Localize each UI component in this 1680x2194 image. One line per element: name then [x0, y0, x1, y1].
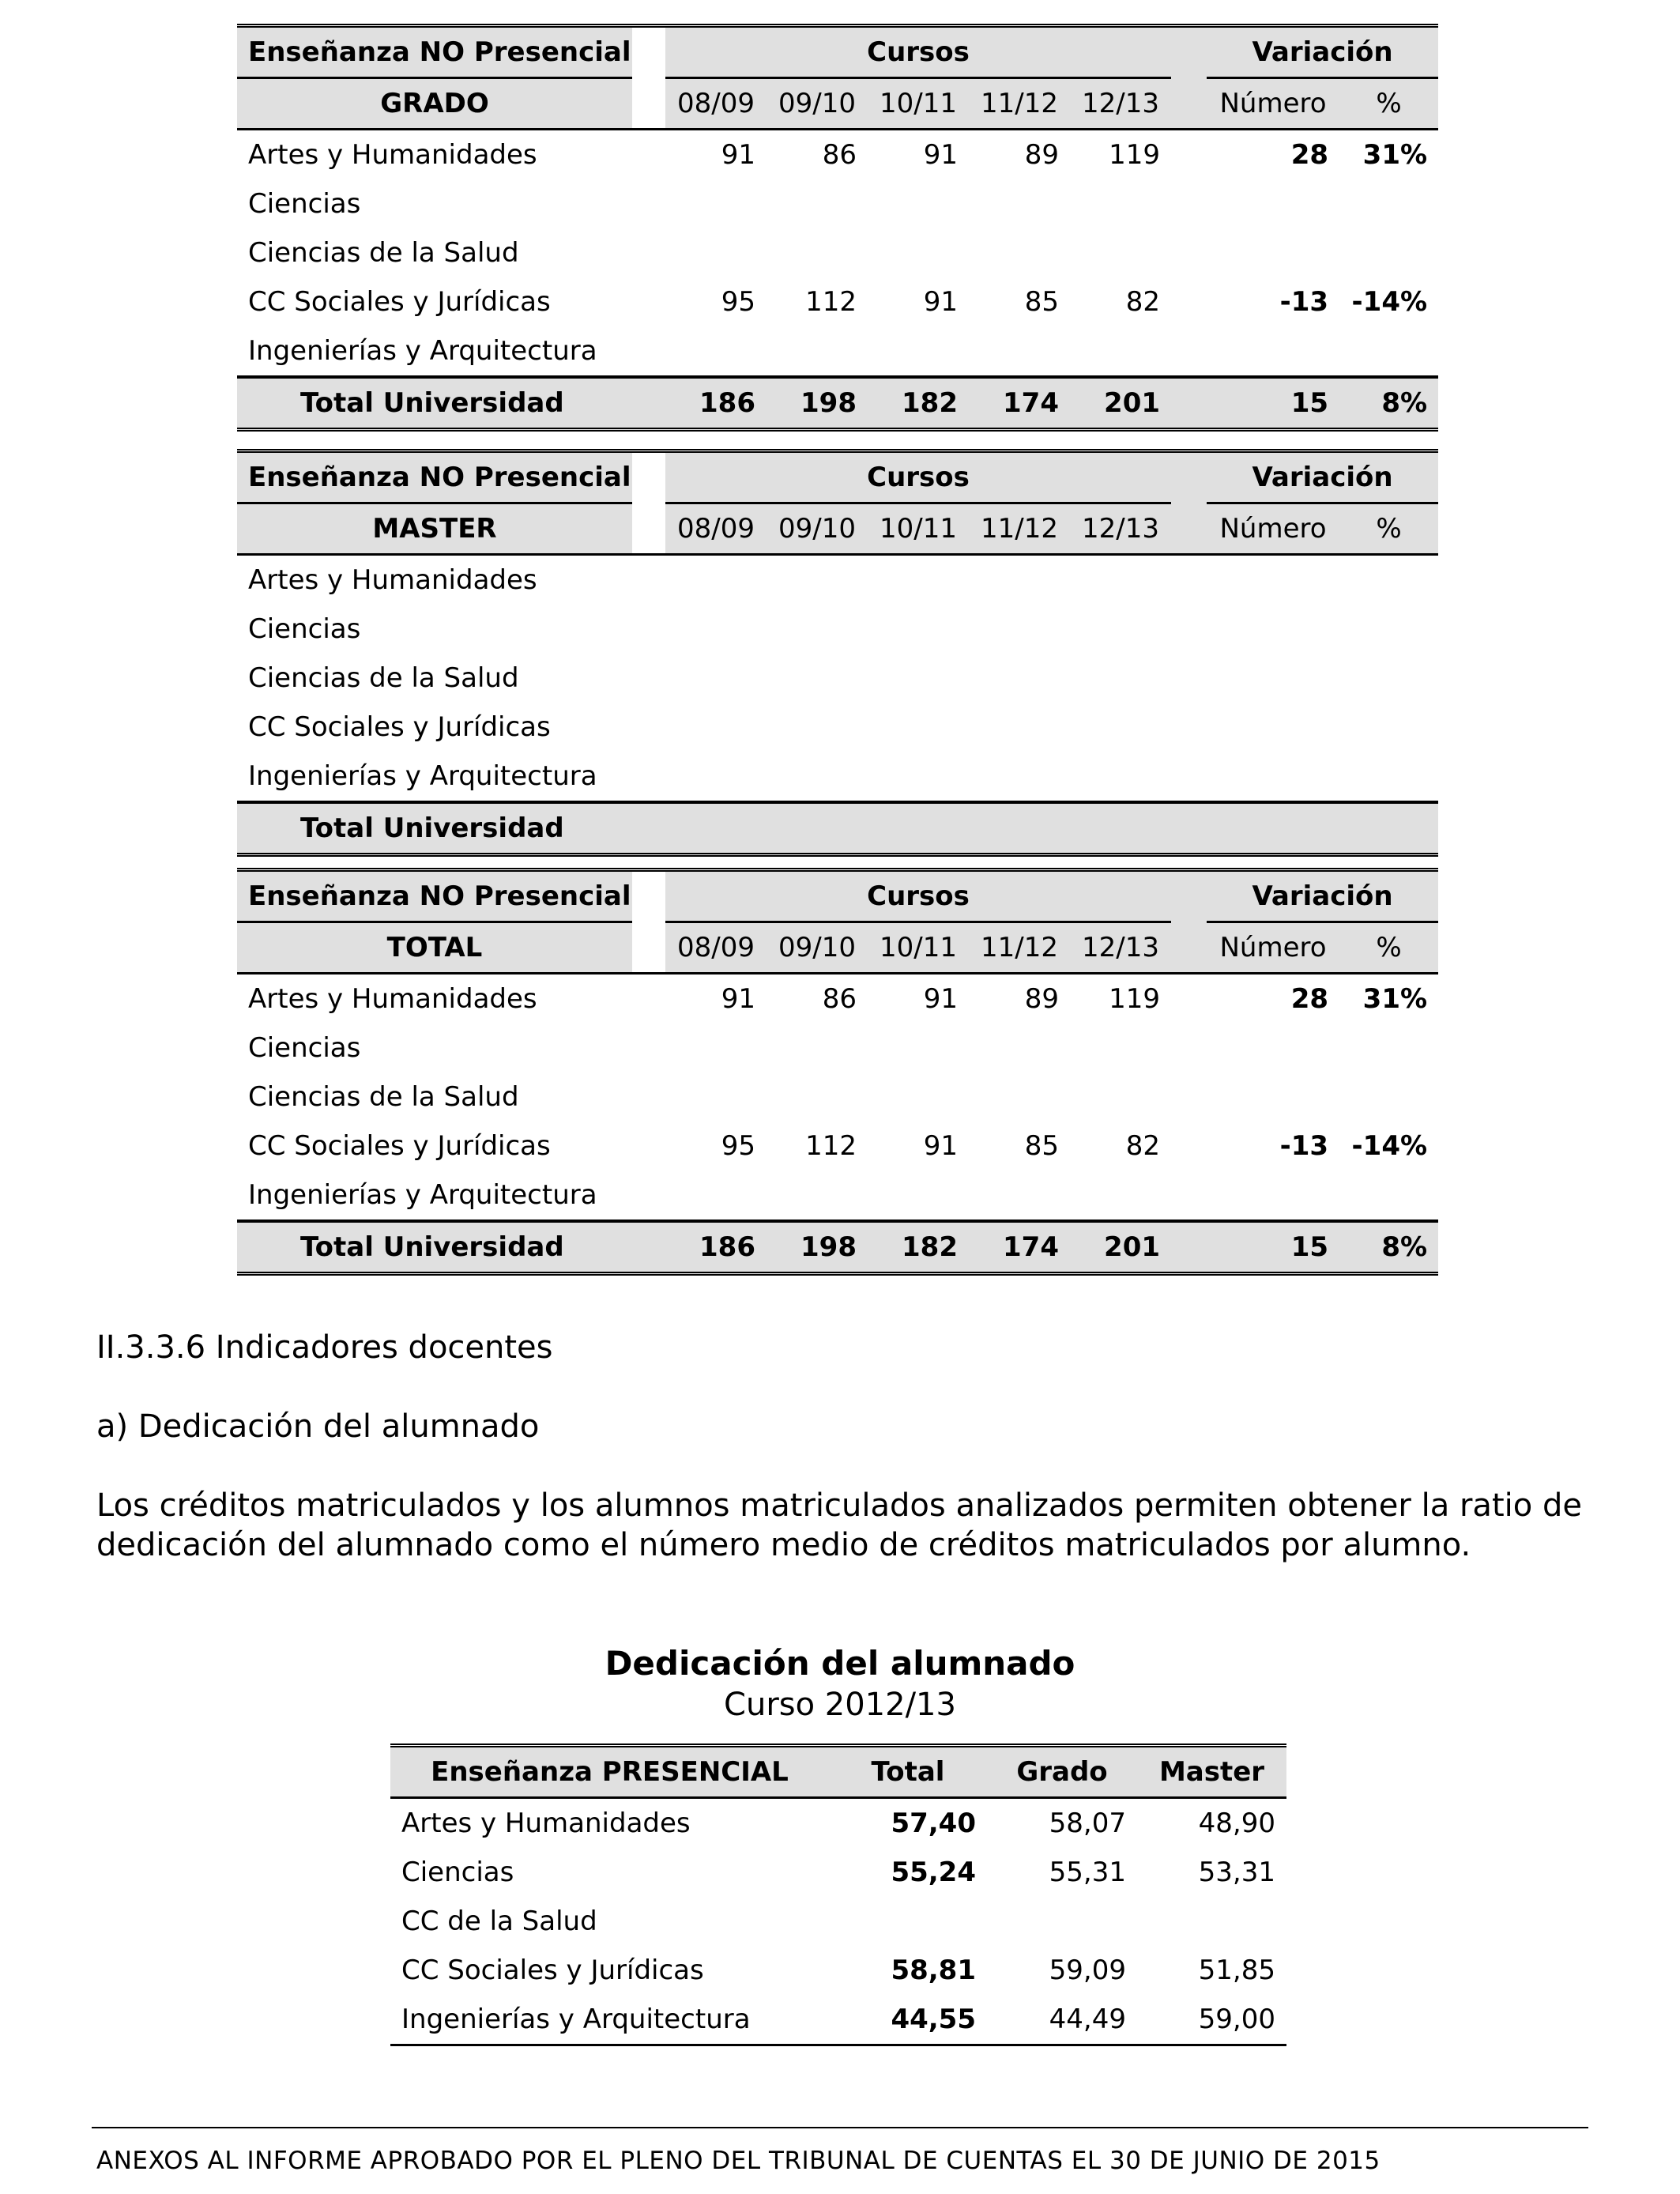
row-value — [1070, 179, 1171, 228]
table-header-row — [237, 26, 1438, 78]
row-value — [767, 1072, 868, 1122]
dedicacion-row-label: Ingenierías y Arquitectura — [401, 2004, 751, 2035]
row-variation-pct — [1339, 228, 1438, 277]
dedicacion-master — [1137, 1897, 1286, 1946]
grado-table — [237, 24, 1438, 432]
cursos-header: Cursos — [665, 26, 1171, 78]
table-row — [237, 555, 1438, 605]
cursos-header: Cursos — [665, 451, 1171, 503]
gap-cell — [632, 326, 665, 377]
table-row — [237, 974, 1438, 1024]
row-value: 95 — [721, 1130, 755, 1162]
year-header: 11/12 — [969, 78, 1070, 130]
row-label: Ciencias — [248, 613, 361, 645]
row-value — [767, 654, 868, 703]
row-value: 86 — [822, 139, 857, 171]
table-row — [237, 228, 1438, 277]
master-table — [237, 449, 1438, 857]
gap-cell — [632, 870, 665, 922]
row-value — [1070, 1171, 1171, 1221]
row-label: Ingenierías y Arquitectura — [248, 1179, 597, 1211]
dedicacion-total: 58,81 — [891, 1955, 976, 1986]
row-label: CC Sociales y Jurídicas — [248, 286, 551, 318]
table-row — [237, 326, 1438, 377]
gap-cell — [632, 179, 665, 228]
row-value — [868, 605, 969, 654]
row-value — [1070, 326, 1171, 377]
dedicacion-row-label: CC Sociales y Jurídicas — [401, 1955, 704, 1986]
pct-header: % — [1339, 922, 1438, 974]
table-title: Enseñanza NO Presencial — [237, 451, 632, 503]
col-ensenanza: Enseñanza PRESENCIAL — [390, 1746, 829, 1798]
row-variation-pct: -14% — [1351, 286, 1428, 318]
dedicacion-grado: 55,31 — [1049, 1857, 1126, 1888]
row-value — [969, 752, 1070, 802]
dedicacion-master: 53,31 — [1198, 1857, 1275, 1888]
row-value: 91 — [923, 286, 958, 318]
row-label: CC Sociales y Jurídicas — [248, 711, 551, 743]
gap-cell — [1171, 703, 1207, 752]
row-value — [1070, 752, 1171, 802]
total-variation-pct — [1339, 802, 1438, 855]
row-value — [868, 555, 969, 605]
year-header: 10/11 — [868, 503, 969, 555]
year-header: 09/10 — [767, 503, 868, 555]
total-row — [237, 377, 1438, 430]
table-row — [237, 277, 1438, 326]
gap-cell — [1171, 130, 1207, 180]
row-value — [969, 1171, 1070, 1221]
gap-cell — [1171, 78, 1207, 130]
row-label: Artes y Humanidades — [248, 139, 537, 171]
table-title: Enseñanza NO Presencial — [237, 870, 632, 922]
row-value — [1070, 605, 1171, 654]
total-label: Total Universidad — [237, 377, 632, 430]
row-label: Ciencias — [248, 188, 361, 220]
total-row — [237, 1221, 1438, 1274]
gap-cell — [632, 1072, 665, 1122]
dedicacion-row — [390, 1946, 1286, 1995]
year-header: 09/10 — [767, 78, 868, 130]
gap-cell — [1171, 451, 1207, 503]
row-variation-number — [1207, 1072, 1339, 1122]
gap-cell — [632, 451, 665, 503]
table-row — [237, 605, 1438, 654]
total-label: Total Universidad — [237, 802, 632, 855]
row-value — [868, 1072, 969, 1122]
row-value — [767, 555, 868, 605]
gap-cell — [1171, 605, 1207, 654]
year-header: 12/13 — [1070, 78, 1171, 130]
footer-text: ANEXOS AL INFORME APROBADO POR EL PLENO DEL TRIBUNAL DE CUENTAS EL 30 DE JUNIO DE 2015 — [96, 2147, 1381, 2175]
gap-cell — [1171, 1122, 1207, 1171]
dedicacion-title: Dedicación del alumnado — [605, 1644, 1075, 1683]
row-value: 91 — [923, 1130, 958, 1162]
dedicacion-grado: 59,09 — [1049, 1955, 1126, 1986]
row-value — [868, 1023, 969, 1072]
group-label: GRADO — [237, 78, 632, 130]
col-total: Total — [829, 1746, 987, 1798]
row-value — [665, 605, 767, 654]
gap-cell — [1171, 277, 1207, 326]
row-value — [969, 179, 1070, 228]
total-variation-number — [1207, 802, 1339, 855]
total-row — [237, 802, 1438, 855]
row-value — [665, 1072, 767, 1122]
row-value: 91 — [923, 983, 958, 1015]
row-value — [969, 228, 1070, 277]
dedicacion-header-row — [390, 1746, 1286, 1798]
total-value: 201 — [1070, 377, 1171, 430]
gap-cell — [632, 228, 665, 277]
row-variation-number: 28 — [1290, 983, 1329, 1015]
row-variation-number — [1207, 228, 1339, 277]
dedicacion-grado: 44,49 — [1049, 2004, 1126, 2035]
row-value — [665, 179, 767, 228]
row-value: 95 — [721, 286, 755, 318]
gap-cell — [1171, 179, 1207, 228]
row-value: 91 — [923, 139, 958, 171]
dedicacion-total: 44,55 — [891, 2004, 976, 2035]
row-label: Ciencias — [248, 1032, 361, 1064]
table-header-row — [237, 870, 1438, 922]
dedicacion-total: 57,40 — [891, 1808, 976, 1839]
table-row — [237, 130, 1438, 180]
gap-cell — [1171, 555, 1207, 605]
gap-cell — [1171, 377, 1207, 430]
row-variation-number — [1207, 326, 1339, 377]
total-table — [237, 868, 1438, 1276]
gap-cell — [632, 703, 665, 752]
row-value — [1070, 1023, 1171, 1072]
table-subheader-row — [237, 922, 1438, 974]
row-value — [665, 1171, 767, 1221]
gap-cell — [632, 605, 665, 654]
gap-cell — [1171, 922, 1207, 974]
gap-cell — [1171, 326, 1207, 377]
table-row — [237, 703, 1438, 752]
gap-cell — [632, 802, 665, 855]
row-value — [767, 326, 868, 377]
gap-cell — [632, 752, 665, 802]
total-value: 186 — [665, 377, 767, 430]
variacion-header: Variación — [1207, 26, 1438, 78]
footer-divider — [92, 2127, 1588, 2128]
table-row — [237, 1072, 1438, 1122]
row-variation-pct — [1339, 1171, 1438, 1221]
gap-cell — [1171, 870, 1207, 922]
row-value: 82 — [1125, 286, 1161, 318]
year-header: 08/09 — [665, 78, 767, 130]
row-variation-pct — [1339, 555, 1438, 605]
row-value — [1070, 555, 1171, 605]
gap-cell — [1171, 974, 1207, 1024]
row-variation-number — [1207, 1023, 1339, 1072]
row-value — [1070, 654, 1171, 703]
gap-cell — [1171, 654, 1207, 703]
dedicacion-total — [829, 1897, 987, 1946]
row-value: 85 — [1024, 286, 1059, 318]
gap-cell — [632, 1023, 665, 1072]
row-variation-pct — [1339, 1023, 1438, 1072]
pct-header: % — [1339, 503, 1438, 555]
dedicacion-row — [390, 1897, 1286, 1946]
row-value: 89 — [1024, 139, 1059, 171]
dedicacion-subtitle: Curso 2012/13 — [724, 1687, 956, 1723]
row-value: 119 — [1109, 139, 1161, 171]
numero-header: Número — [1207, 78, 1339, 130]
row-value — [767, 179, 868, 228]
row-value — [767, 1171, 868, 1221]
row-value: 89 — [1024, 983, 1059, 1015]
total-value: 198 — [767, 1221, 868, 1274]
row-value — [868, 326, 969, 377]
row-variation-pct — [1339, 179, 1438, 228]
group-label: TOTAL — [237, 922, 632, 974]
dedicacion-master: 59,00 — [1198, 2004, 1275, 2035]
table-row — [237, 1023, 1438, 1072]
year-header: 12/13 — [1070, 922, 1171, 974]
total-value: 182 — [868, 1221, 969, 1274]
dedicacion-grado — [987, 1897, 1137, 1946]
gap-cell — [1171, 503, 1207, 555]
total-variation-number: 15 — [1207, 1221, 1339, 1274]
row-value — [665, 752, 767, 802]
total-value — [767, 802, 868, 855]
row-label: Ingenierías y Arquitectura — [248, 335, 597, 367]
row-variation-number — [1207, 605, 1339, 654]
row-value — [969, 703, 1070, 752]
total-variation-pct: 8% — [1339, 1221, 1438, 1274]
year-header: 11/12 — [969, 922, 1070, 974]
year-header: 12/13 — [1070, 503, 1171, 555]
table-subheader-row — [237, 78, 1438, 130]
row-value: 86 — [822, 983, 857, 1015]
row-value — [969, 1023, 1070, 1072]
table-subheader-row — [237, 503, 1438, 555]
gap-cell — [1171, 802, 1207, 855]
row-variation-pct — [1339, 703, 1438, 752]
row-variation-number — [1207, 179, 1339, 228]
row-variation-pct — [1339, 326, 1438, 377]
row-variation-number: -13 — [1279, 286, 1329, 318]
row-value — [767, 605, 868, 654]
row-value — [868, 1171, 969, 1221]
row-value: 112 — [805, 286, 857, 318]
row-value — [665, 555, 767, 605]
year-header: 08/09 — [665, 922, 767, 974]
dedicacion-row — [390, 1848, 1286, 1897]
row-variation-number — [1207, 654, 1339, 703]
col-grado: Grado — [987, 1746, 1137, 1798]
row-value — [767, 752, 868, 802]
total-value — [868, 802, 969, 855]
dedicacion-row-label: Ciencias — [401, 1857, 514, 1888]
row-variation-pct: 31% — [1362, 139, 1428, 171]
table-row — [237, 179, 1438, 228]
numero-header: Número — [1207, 922, 1339, 974]
variacion-header: Variación — [1207, 870, 1438, 922]
gap-cell — [632, 503, 665, 555]
row-value: 91 — [721, 139, 755, 171]
dedicacion-row — [390, 1995, 1286, 2045]
row-variation-pct — [1339, 605, 1438, 654]
row-label: Artes y Humanidades — [248, 564, 537, 596]
gap-cell — [1171, 1171, 1207, 1221]
group-label: MASTER — [237, 503, 632, 555]
row-value — [969, 326, 1070, 377]
gap-cell — [1171, 1221, 1207, 1274]
dedicacion-master: 48,90 — [1198, 1808, 1275, 1839]
row-variation-number — [1207, 752, 1339, 802]
row-label: Ciencias de la Salud — [248, 1081, 519, 1113]
row-value: 91 — [721, 983, 755, 1015]
total-variation-number: 15 — [1207, 377, 1339, 430]
gap-cell — [1171, 752, 1207, 802]
total-value — [969, 802, 1070, 855]
gap-cell — [632, 654, 665, 703]
row-variation-pct: 31% — [1362, 983, 1428, 1015]
gap-cell — [632, 1171, 665, 1221]
row-label: Ingenierías y Arquitectura — [248, 760, 597, 792]
table-title: Enseñanza NO Presencial — [237, 26, 632, 78]
cursos-header: Cursos — [665, 870, 1171, 922]
gap-cell — [632, 130, 665, 180]
row-value: 119 — [1109, 983, 1161, 1015]
pct-header: % — [1339, 78, 1438, 130]
dedicacion-total: 55,24 — [891, 1857, 976, 1888]
dedicacion-table — [390, 1744, 1286, 2046]
dedicacion-grado: 58,07 — [1049, 1808, 1126, 1839]
gap-cell — [632, 26, 665, 78]
row-value — [868, 179, 969, 228]
row-value — [665, 1023, 767, 1072]
gap-cell — [632, 377, 665, 430]
row-value — [868, 752, 969, 802]
year-header: 09/10 — [767, 922, 868, 974]
dedicacion-master: 51,85 — [1198, 1955, 1275, 1986]
row-variation-pct — [1339, 654, 1438, 703]
year-header: 11/12 — [969, 503, 1070, 555]
row-variation-number: -13 — [1279, 1130, 1329, 1162]
row-label: Ciencias de la Salud — [248, 237, 519, 269]
gap-cell — [632, 922, 665, 974]
total-value: 182 — [868, 377, 969, 430]
row-value — [1070, 1072, 1171, 1122]
section-paragraph: Los créditos matriculados y los alumnos matriculados analizados permiten obtener la ratio de dedicación del alumnado como el número medio de créditos matriculados por alumno. — [96, 1487, 1582, 1563]
row-value — [665, 654, 767, 703]
row-value — [767, 703, 868, 752]
dedicacion-row — [390, 1798, 1286, 1849]
gap-cell — [1171, 1023, 1207, 1072]
dedicacion-row-label: CC de la Salud — [401, 1906, 597, 1937]
row-value — [969, 1072, 1070, 1122]
row-variation-pct — [1339, 1072, 1438, 1122]
row-label: Ciencias de la Salud — [248, 662, 519, 694]
row-variation-number — [1207, 1171, 1339, 1221]
table-row — [237, 1122, 1438, 1171]
gap-cell — [632, 1221, 665, 1274]
row-value — [665, 703, 767, 752]
gap-cell — [1171, 1072, 1207, 1122]
gap-cell — [1171, 228, 1207, 277]
variacion-header: Variación — [1207, 451, 1438, 503]
gap-cell — [632, 277, 665, 326]
row-value — [665, 326, 767, 377]
row-value — [767, 1023, 868, 1072]
gap-cell — [632, 555, 665, 605]
table-header-row — [237, 451, 1438, 503]
row-value: 85 — [1024, 1130, 1059, 1162]
gap-cell — [632, 1122, 665, 1171]
row-variation-pct — [1339, 752, 1438, 802]
table-row — [237, 654, 1438, 703]
total-value: 198 — [767, 377, 868, 430]
table-row — [237, 1171, 1438, 1221]
total-value — [1070, 802, 1171, 855]
col-master: Master — [1137, 1746, 1286, 1798]
total-variation-pct: 8% — [1339, 377, 1438, 430]
row-value — [969, 605, 1070, 654]
dedicacion-row-label: Artes y Humanidades — [401, 1808, 691, 1839]
year-header: 10/11 — [868, 922, 969, 974]
row-label: Artes y Humanidades — [248, 983, 537, 1015]
row-variation-number — [1207, 703, 1339, 752]
row-variation-pct: -14% — [1351, 1130, 1428, 1162]
total-value: 186 — [665, 1221, 767, 1274]
year-header: 08/09 — [665, 503, 767, 555]
row-value — [868, 654, 969, 703]
total-value: 201 — [1070, 1221, 1171, 1274]
row-value — [767, 228, 868, 277]
row-value: 112 — [805, 1130, 857, 1162]
total-label: Total Universidad — [237, 1221, 632, 1274]
row-label: CC Sociales y Jurídicas — [248, 1130, 551, 1162]
row-value — [1070, 703, 1171, 752]
numero-header: Número — [1207, 503, 1339, 555]
total-value: 174 — [969, 1221, 1070, 1274]
gap-cell — [1171, 26, 1207, 78]
row-value — [1070, 228, 1171, 277]
row-variation-number: 28 — [1290, 139, 1329, 171]
row-variation-number — [1207, 555, 1339, 605]
gap-cell — [632, 974, 665, 1024]
year-header: 10/11 — [868, 78, 969, 130]
total-value — [665, 802, 767, 855]
row-value — [868, 228, 969, 277]
row-value — [969, 654, 1070, 703]
row-value: 82 — [1125, 1130, 1161, 1162]
table-row — [237, 752, 1438, 802]
row-value — [868, 703, 969, 752]
section-subheading: a) Dedicación del alumnado — [96, 1408, 540, 1445]
gap-cell — [632, 78, 665, 130]
total-value: 174 — [969, 377, 1070, 430]
row-value — [969, 555, 1070, 605]
row-value — [665, 228, 767, 277]
section-heading: II.3.3.6 Indicadores docentes — [96, 1329, 553, 1366]
